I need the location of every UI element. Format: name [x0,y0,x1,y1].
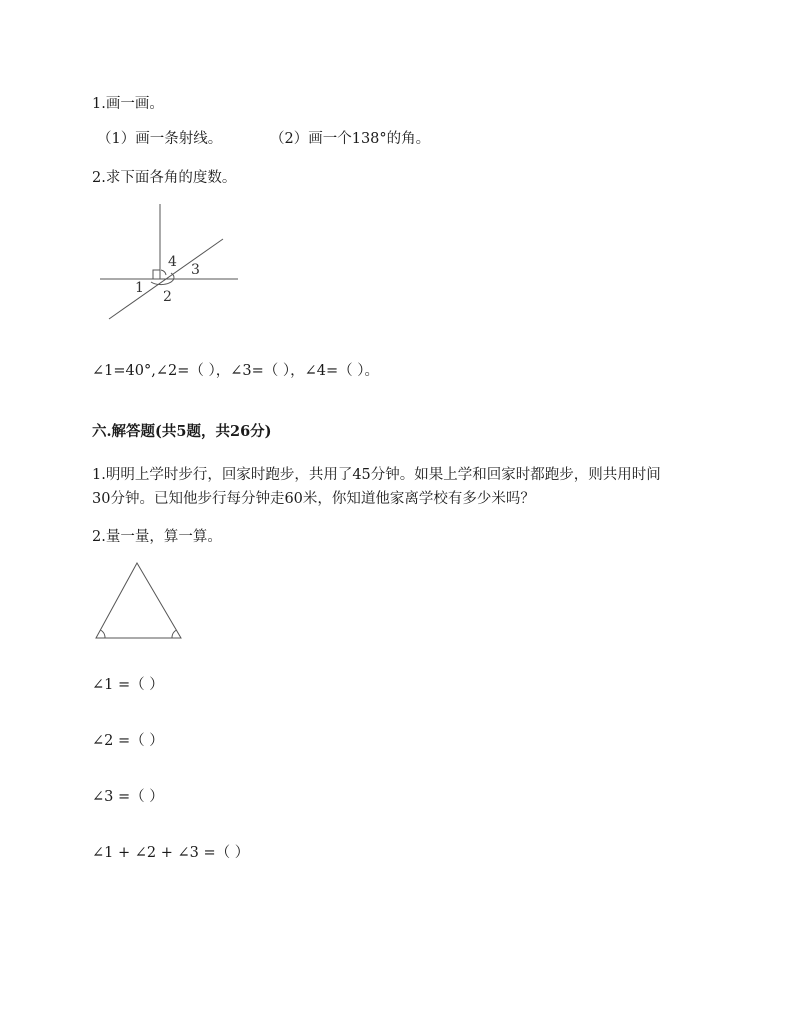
q1-text-line1: 1.明明上学时步行，回家时跑步，共用了45分钟。如果上学和回家时都跑步，则共用时间 [92,467,661,483]
angle-label-1: 1 [135,280,144,296]
triangle [96,563,181,638]
triangle-figure [92,558,187,643]
q1-text-line2: 30分钟。已知他步行每分钟走60米，你知道他家离学校有多少米吗？ [92,491,535,507]
angle-arc-mark-upper [161,270,166,275]
angle-label-2: 2 [163,289,172,305]
triangle-angle-arc-right [172,630,177,638]
right-angle-mark [153,270,160,279]
intersecting-lines-figure [95,200,245,325]
answer-angle3: ∠3 =（ ） [92,789,164,805]
q2-title: 2.量一量，算一算。 [92,529,222,545]
answer-angle2: ∠2 =（ ） [92,733,164,749]
question-angles-title: 2.求下面各角的度数。 [92,170,237,186]
triangle-angle-arc-left [101,630,106,638]
part6-heading: 六.解答题(共5题，共26分) [92,423,272,440]
angle-label-4: 4 [168,254,177,270]
draw-item-ray: （1）画一条射线。 [97,131,223,147]
answer-angle-sum: ∠1 + ∠2 + ∠3 =（ ） [92,845,250,861]
answer-angle1: ∠1 =（ ） [92,677,164,693]
draw-item-angle: （2）画一个138°的角。 [270,131,431,147]
question-draw-title: 1.画一画。 [92,96,164,112]
angle-label-3: 3 [191,262,200,278]
angles-answer-line: ∠1=40°,∠2=（ ），∠3=（ ），∠4=（ ）。 [92,363,379,379]
